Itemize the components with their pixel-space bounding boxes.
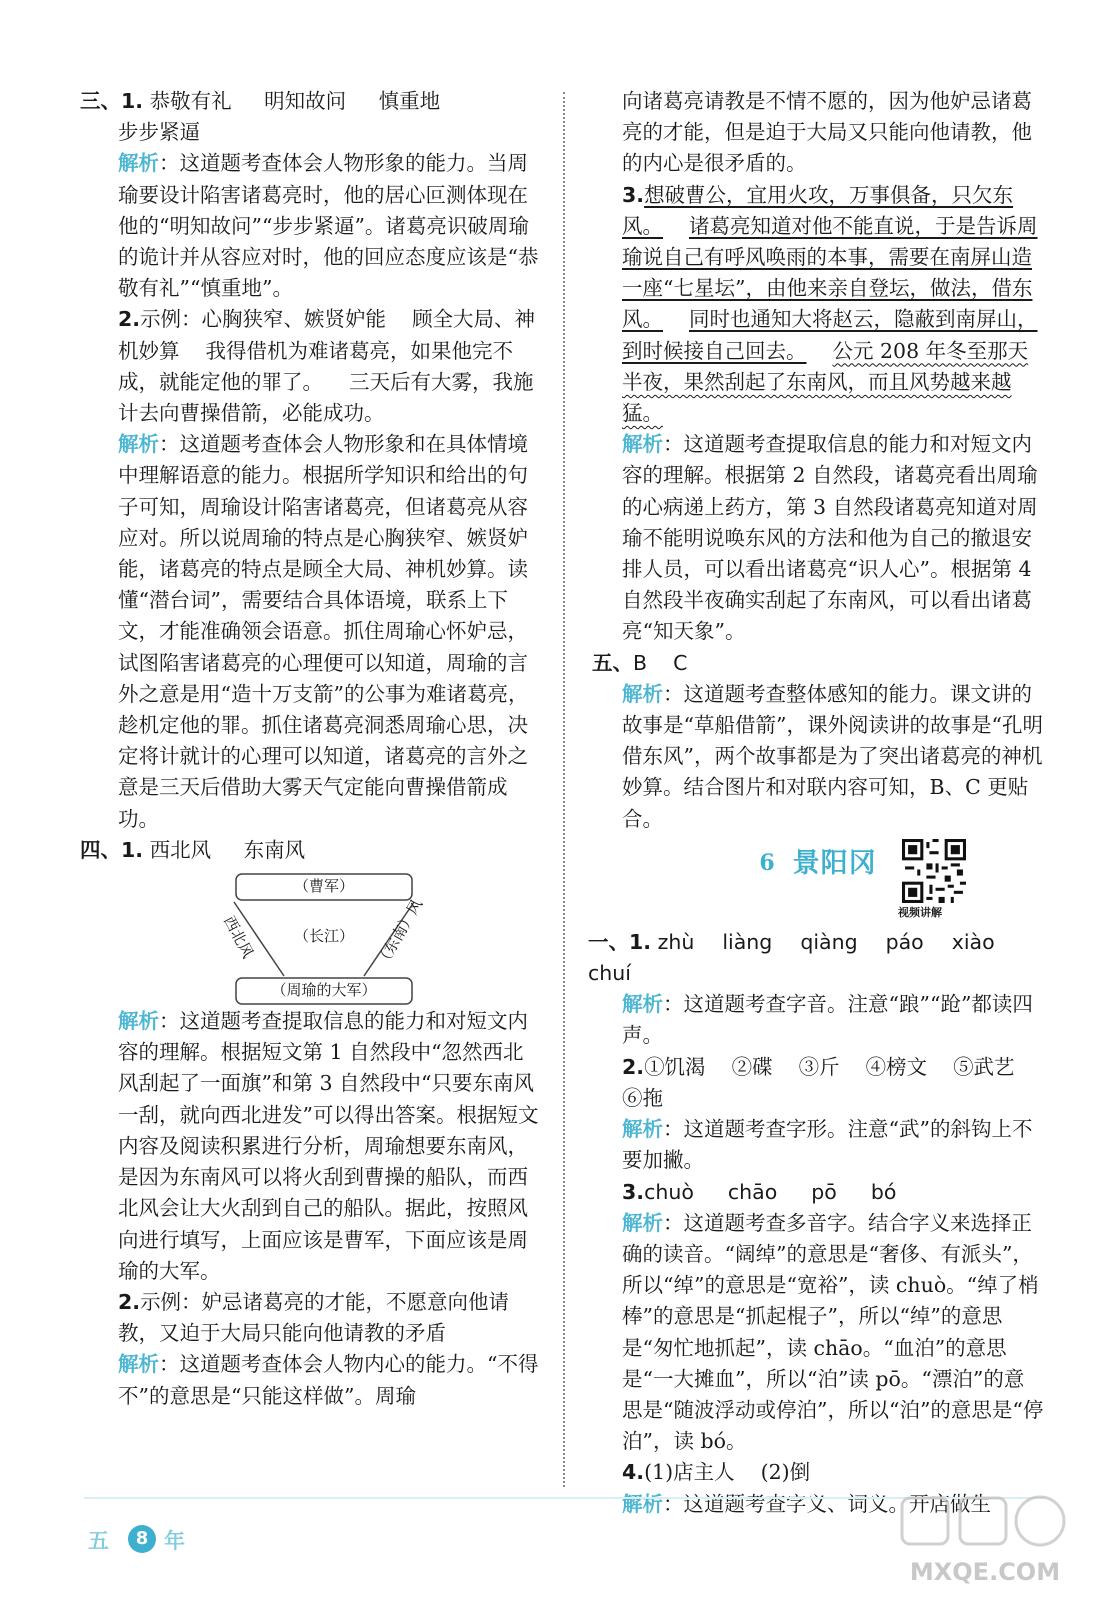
analysis-4-1: 解析：这道题考查提取信息的能力和对短文内容的理解。根据短文第 1 自然段中“忽然西北风刮起了一面旗”和第 3 自然段中“只要东南风一刮，就向西北进发”可以得出答案。根据短文内容及阅读积累进行分析，周瑜想要东南风，是因为东南风可以将火刮到曹操的船队，而西北风会让大火刮到自己的船队。据此，按照风向进行填写，上面应该是曹军，下面应该是周瑜的大军。	[118, 1009, 539, 1283]
section-4-q3: 3.想破曹公，宜用火攻，万事俱备，只欠东风。 诸葛亮知道对他不能直说，于是告诉周瑜说自己有呼风唤雨的本事，需要在南屏山造一座“七星坛”，由他来亲自登坛，做法，借东风。 同时也通知大将赵云，隐蔽到南屏山，到时候接自己回去。 公元 208 年冬至那天半夜，果然刮起了东南风，而且风势越来越猛。	[622, 182, 1038, 426]
section-5: 五、B C	[592, 650, 688, 675]
pinyin-6: chuí	[588, 961, 631, 986]
right-column	[588, 86, 1044, 1520]
section-3-q1: 三、1. 恭敬有礼 明知故问 慎重地	[80, 89, 441, 113]
diagram-right-wind: （东南）风	[372, 896, 427, 971]
watermark-text: MXQE.COM	[909, 1558, 1061, 1586]
footer-right-char: 年	[164, 1529, 185, 1553]
analysis-5: 解析：这道题考查整体感知的能力。课文讲的故事是“草船借箭”，课外阅读讲的故事是“孔明借东风”，两个故事都是为了突出诸葛亮的神机妙算。结合图片和对联内容可知，B、C 更贴合。	[622, 681, 1043, 831]
diagram-left-wind: 西北风	[219, 912, 258, 962]
pinyin-1: zhù	[657, 929, 695, 954]
section-4-q2: 2.示例：妒忌诸葛亮的才能，不愿意向他请教，又迫于大局只能向他请教的矛盾	[118, 1289, 510, 1346]
left-column	[80, 86, 542, 1412]
analysis-4-2-cont: 向诸葛亮请教是不情不愿的，因为他妒忌诸葛亮的才能，但是迫于大局又只能向他请教，他的内心是很矛盾的。	[622, 89, 1032, 176]
column-divider	[563, 92, 565, 1487]
analysis-3-2: 解析：这道题考查体会人物形象和在具体情境中理解语意的能力。根据所学知识和给出的句子可知，周瑜设计陷害诸葛亮，但诸葛亮从容应对。所以说周瑜的特点是心胸狭窄、嫉贤妒能，诸葛亮的特点是顾全大局、神机妙算。读懂“潜台词”，需要结合具体语境，联系上下文，才能准确领会语意。抓住周瑜心怀妒忌，试图陷害诸葛亮的心理便可以知道，周瑜的言外之意是用“造十万支箭”的公事为难诸葛亮，趁机定他的罪。抓住诸葛亮洞悉周瑜心思，决定将计就计的心理可以知道，诸葛亮的言外之意是三天后借助大雾天气定能向曹操借箭成功。	[118, 432, 529, 831]
qr-code-icon[interactable]	[902, 839, 966, 903]
lesson-header	[592, 847, 1044, 919]
analysis-3-1: 解析：这道题考查体会人物形象的能力。当周瑜要设计陷害诸葛亮时，他的居心叵测体现在他的“明知故问”“步步紧逼”。诸葛亮识破周瑜的诡计并从容应对时，他的回应态度应该是“恭敬有礼”“慎重地”。	[118, 151, 539, 301]
page-number: 8	[128, 1525, 156, 1553]
analysis-4-2: 解析：这道题考查体会人物内心的能力。“不得不”的意思是“只能这样做”。周瑜	[118, 1352, 539, 1408]
pinyin-4: páo	[885, 929, 924, 954]
qr-caption: 视频讲解	[898, 905, 942, 919]
lesson-title: 景阳冈	[792, 847, 877, 879]
pinyin-2: liàng	[722, 929, 773, 954]
section-4-q1: 四、1. 西北风 东南风	[80, 837, 306, 862]
pinyin-5: xiào	[951, 929, 995, 954]
section-1-q1: 一、1. zhù liàng qiàng páo xiàochuí	[588, 927, 1044, 989]
lesson-number: 6	[759, 849, 775, 876]
pinyin-3: qiàng	[800, 929, 858, 954]
section-3-q1-line2: 步步紧逼	[118, 120, 200, 145]
footer-left-char: 五	[88, 1529, 109, 1553]
diagram-top-label: （曹军）	[293, 877, 354, 896]
wind-diagram	[84, 866, 542, 1006]
section-1-q4: 4.(1)店主人 (2)倒	[622, 1460, 811, 1485]
analysis-1-4: 解析：这道题考查字义、词义。开店做生	[622, 1491, 991, 1516]
analysis-1-2: 解析：这道题考查字形。注意“武”的斜钩上不要加撇。	[622, 1117, 1033, 1173]
analysis-4-3: 解析：这道题考查提取信息的能力和对短文内容的理解。根据第 2 自然段，诸葛亮看出周瑜的心病递上药方，第 3 自然段诸葛亮知道对周瑜不能明说唤东风的方法和他为自己的撤退安排人员，可以看出诸葛亮“识人心”。根据第 4 自然段半夜确实刮起了东南风，可以看出诸葛亮“知天象”。	[622, 432, 1038, 644]
diagram-bottom-label: （周瑜的大军）	[271, 981, 377, 1000]
section-3-q2: 2.示例：心胸狭窄、嫉贤妒能 顾全大局、神机妙算 我得借机为难诸葛亮，如果他完不成，就能定他的罪了。 三天后有大雾，我施计去向曹操借箭，必能成功。	[118, 307, 536, 426]
diagram-middle-label: （长江）	[293, 927, 354, 946]
analysis-1-1: 解析：这道题考查字音。注意“踉”“跄”都读四声。	[622, 992, 1033, 1048]
analysis-1-3: 解析：这道题考查多音字。结合字义来选择正确的读音。“阔绰”的意思是“奢侈、有派头”，所以“绰”的意思是“宽裕”，读 chuò。“绰了梢棒”的意思是“抓起棍子”，所以“绰”的意思是“匆忙地抓起”，读 chāo。“血泊”的意思是“一大摊血”，所以“泊”读 pō。“漂泊”的意思是“随波浮动或停泊”，所以“泊”的意思是“停泊”，读 bó。	[622, 1210, 1044, 1454]
section-1-q2: 2.①饥渴 ②碟 ③斤 ④榜文 ⑤武艺⑥拖	[622, 1054, 1015, 1110]
section-1-q3: 3.chuò chāo pō bó	[622, 1179, 897, 1204]
watermark-logo	[890, 1490, 1080, 1594]
